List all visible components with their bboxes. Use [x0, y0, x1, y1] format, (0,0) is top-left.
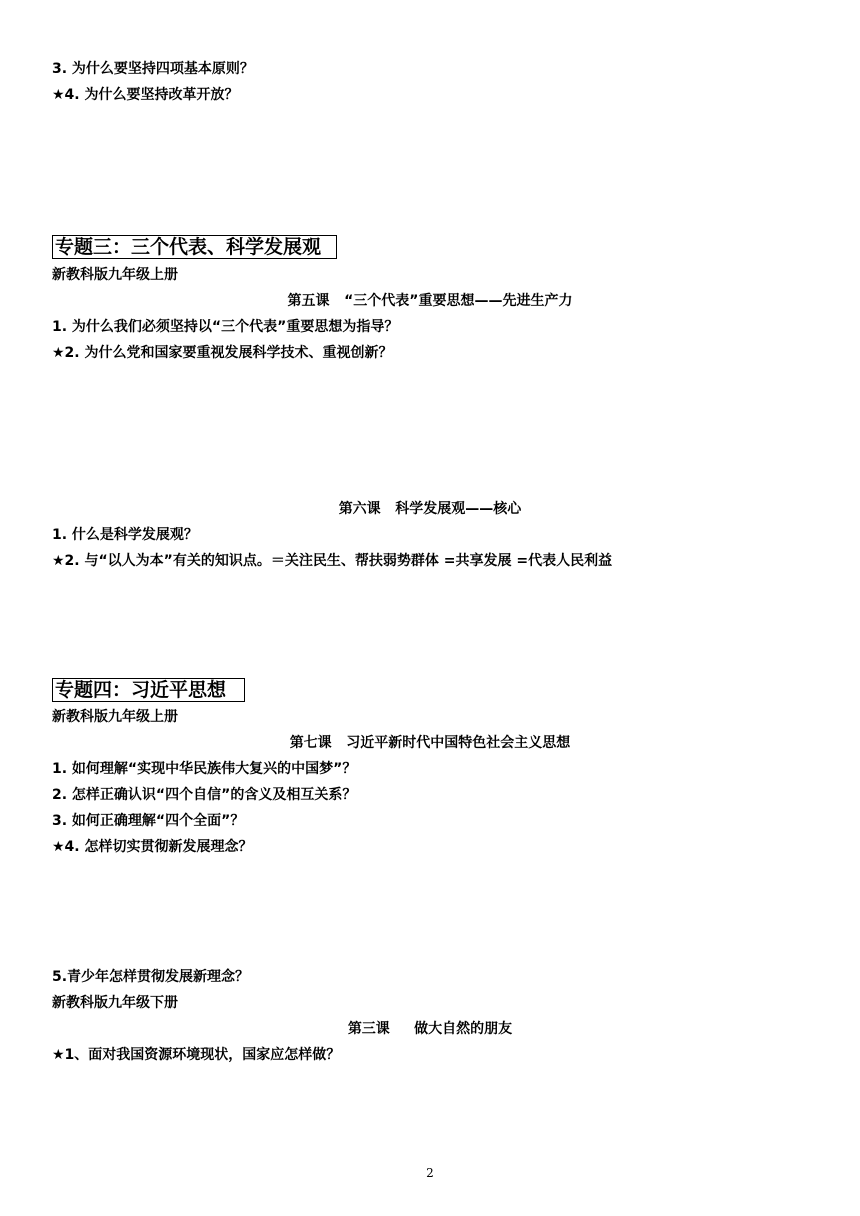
topic-3-heading: 专题三：三个代表、科学发展观 [52, 235, 337, 259]
lesson-7-question-2: 2. 怎样正确认识“四个自信”的含义及相互关系？ [52, 787, 357, 803]
textbook-label: 新教科版九年级下册 [52, 995, 178, 1011]
lesson-7-title: 第七课 习近平新时代中国特色社会主义思想 [289, 735, 571, 751]
lesson-7-question-3: 3. 如何正确理解“四个全面”？ [52, 813, 245, 829]
lesson-5-question-2: ★2. 为什么党和国家要重视发展科学技术、重视创新？ [52, 345, 393, 361]
lesson-5-title: 第五课 “三个代表”重要思想——先进生产力 [287, 293, 573, 309]
lesson-6-question-2: ★2. 与“以人为本”有关的知识点。＝关注民生、帮扶弱势群体 =共享发展 =代表人民利益 [52, 553, 613, 569]
lesson-7-question-4: ★4. 怎样切实贯彻新发展理念？ [52, 839, 253, 855]
topic-4-heading: 专题四：习近平思想 [52, 678, 245, 702]
lesson-6-question-1: 1. 什么是科学发展观？ [52, 527, 198, 543]
textbook-label: 新教科版九年级上册 [52, 709, 178, 725]
lesson-5-question-1: 1. 为什么我们必须坚持以“三个代表”重要思想为指导？ [52, 319, 399, 335]
textbook-label: 新教科版九年级上册 [52, 267, 178, 283]
lesson-6-title: 第六课 科学发展观——核心 [338, 501, 522, 517]
lesson-3-question-1: ★1、面对我国资源环境现状，国家应怎样做？ [52, 1047, 341, 1063]
lesson-7-question-1: 1. 如何理解“实现中华民族伟大复兴的中国梦”？ [52, 761, 357, 777]
question-4-reform-opening: ★4. 为什么要坚持改革开放？ [52, 87, 239, 103]
page-number: 2 [426, 1166, 434, 1180]
lesson-7-question-5: 5.青少年怎样贯彻发展新理念？ [52, 969, 250, 985]
question-3-four-principles: 3. 为什么要坚持四项基本原则？ [52, 61, 254, 77]
lesson-3-title: 第三课 做大自然的朋友 [347, 1021, 513, 1037]
